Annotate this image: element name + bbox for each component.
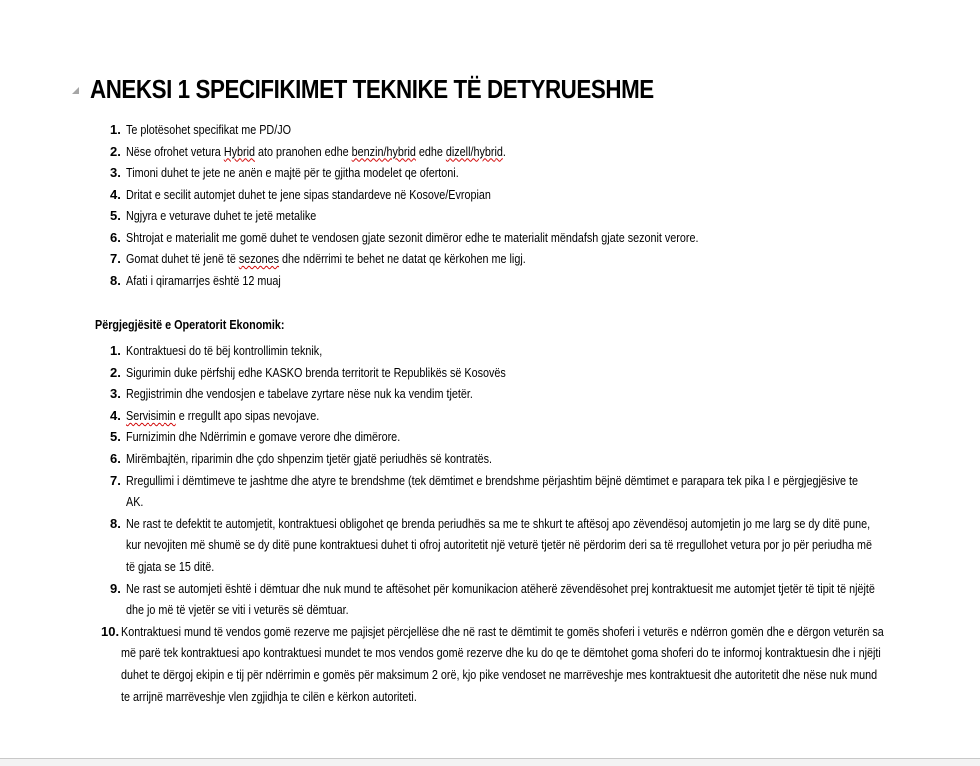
list-number: 2. [110, 364, 121, 380]
specs-item [110, 227, 816, 249]
specs-item [110, 119, 816, 141]
specs-item [110, 184, 816, 206]
list-number: 2. [110, 143, 121, 159]
list-text: Gomat duhet të jenë të sezones dhe ndërrimi te behet ne datat qe kërkohen me ligj. [126, 251, 526, 266]
list-number: 9. [110, 580, 121, 596]
specs-item [110, 162, 816, 184]
heading-row [72, 74, 746, 105]
list-text: Kontraktuesi do të bëj kontrollimin teknik, [126, 343, 323, 358]
specs-item [110, 248, 816, 270]
duties-item [110, 448, 980, 470]
specifications-list [110, 119, 816, 291]
duties-item [110, 383, 980, 405]
list-number: 5. [110, 208, 121, 223]
list-text: Dritat e secilit automjet duhet te jene sipas standardeve në Kosove/Evropian [126, 186, 491, 202]
list-number: 7. [110, 472, 121, 488]
list-text: Afati i qiramarrjes është 12 muaj [126, 272, 281, 288]
specs-item [110, 141, 816, 163]
list-number: 8. [110, 272, 121, 288]
list-number: 3. [110, 165, 121, 180]
list-number: 10. [101, 623, 120, 639]
specs-item [110, 270, 816, 292]
duties-item [110, 362, 980, 384]
list-text: Mirëmbajtën, riparimin dhe çdo shpenzim tjetër gjatë periudhës së kontratës. [126, 450, 493, 466]
duties-item [110, 578, 980, 621]
duties-item [110, 426, 980, 448]
list-number: 6. [110, 450, 121, 466]
list-number: 7. [110, 251, 121, 266]
list-number: 6. [110, 229, 121, 245]
duties-item [110, 470, 980, 513]
list-number: 4. [110, 407, 121, 423]
list-text: Ngjyra e veturave duhet te jetë metalike [126, 208, 317, 223]
list-text: Rregullimi i dëmtimeve te jashtme dhe atyre te brendshme (tek dëmtimet e brendshme përjashtim bëjnë dëmtimet e parapara tek pika I e përgjegjësive te AK. [126, 472, 859, 510]
list-text: Ne rast te defektit te automjetit, kontraktuesi obligohet qe brenda periudhës sa me te shkurt te aftësoj apo zëvendësoj automjetin jo me larg se dy ditë pune, kur nevojiten më shumë se dy ditë pune kontraktuesi duhet ti ofroj autoritetit një veturë tjetër në përdorim deri sa të rregullohet vetura por jo për periudha më të gjata se 15 ditë. [126, 515, 872, 574]
list-number: 5. [110, 429, 121, 445]
list-text: Te plotësohet specifikat me PD/JO [126, 122, 292, 137]
duties-item [110, 513, 980, 578]
collapse-triangle-icon[interactable] [72, 87, 79, 94]
list-text: Ne rast se automjeti është i dëmtuar dhe nuk mund te aftësohet për komunikacion atëherë zëvendësohet prej kontraktuesit me automjet tjetër të tipit të njëjtë dhe jo më të vjetër se viti i veturës së dëmtuar. [126, 580, 875, 618]
list-text: Servisimin e rregullt apo sipas nevojave. [126, 407, 320, 423]
duties-item [110, 405, 980, 427]
list-text: Timoni duhet te jete ne anën e majtë për te gjitha modelet qe ofertoni. [126, 165, 459, 180]
duties-item [101, 621, 980, 707]
specs-item [110, 205, 816, 227]
list-text: Furnizimin dhe Ndërrimin e gomave verore dhe dimërore. [126, 429, 401, 445]
list-number: 3. [110, 386, 121, 402]
list-text: Sigurimin duke përfshij edhe KASKO brenda territorit te Republikës së Kosovës [126, 364, 506, 380]
list-text: Shtrojat e materialit me gomë duhet te vendosen gjate sezonit dimëror edhe te materialit mëndafsh gjate sezonit verore. [126, 229, 699, 245]
duties-item [110, 340, 980, 362]
list-text: Regjistrimin dhe vendosjen e tabelave zyrtare nëse nuk ka vendim tjetër. [126, 386, 473, 402]
list-number: 4. [110, 186, 121, 202]
list-text: Kontraktuesi mund të vendos gomë rezerve me pajisjet përcjellëse dhe në rast te dëmtimit te gomës shoferi i veturës e ndërron gomën dhe e dërgon veturën sa më parë tek kontraktuesi apo kontraktuesi mundet te mos vendos gomë rezerve dhe ku do qe te dëmtohet goma shoferi do te informoj kontraktuesin dhe i njëjti duhet te dërgoj ekipin e tij për ndërrimin e gomës për maksimum 2 orë, kjo pike vendoset ne marrëveshje mes kontraktuesit dhe autoritetit dhe nëse nuk mund te arrijnë marrëveshje vlen zgjidhja te cilën e kërkon autoriteti. [121, 623, 884, 704]
section-title: Përgjegjësitë e Operatorit Ekonomik: [95, 317, 285, 332]
list-number: 1. [110, 122, 121, 137]
duties-list [101, 340, 980, 707]
list-number: 8. [110, 515, 121, 531]
page-title: ANEKSI 1 SPECIFIKIMET TEKNIKE TË DETYRUESHME [90, 74, 654, 104]
list-number: 1. [110, 343, 121, 358]
list-text: Nëse ofrohet vetura Hybrid ato pranohen edhe benzin/hybrid edhe dizell/hybrid. [126, 143, 506, 159]
